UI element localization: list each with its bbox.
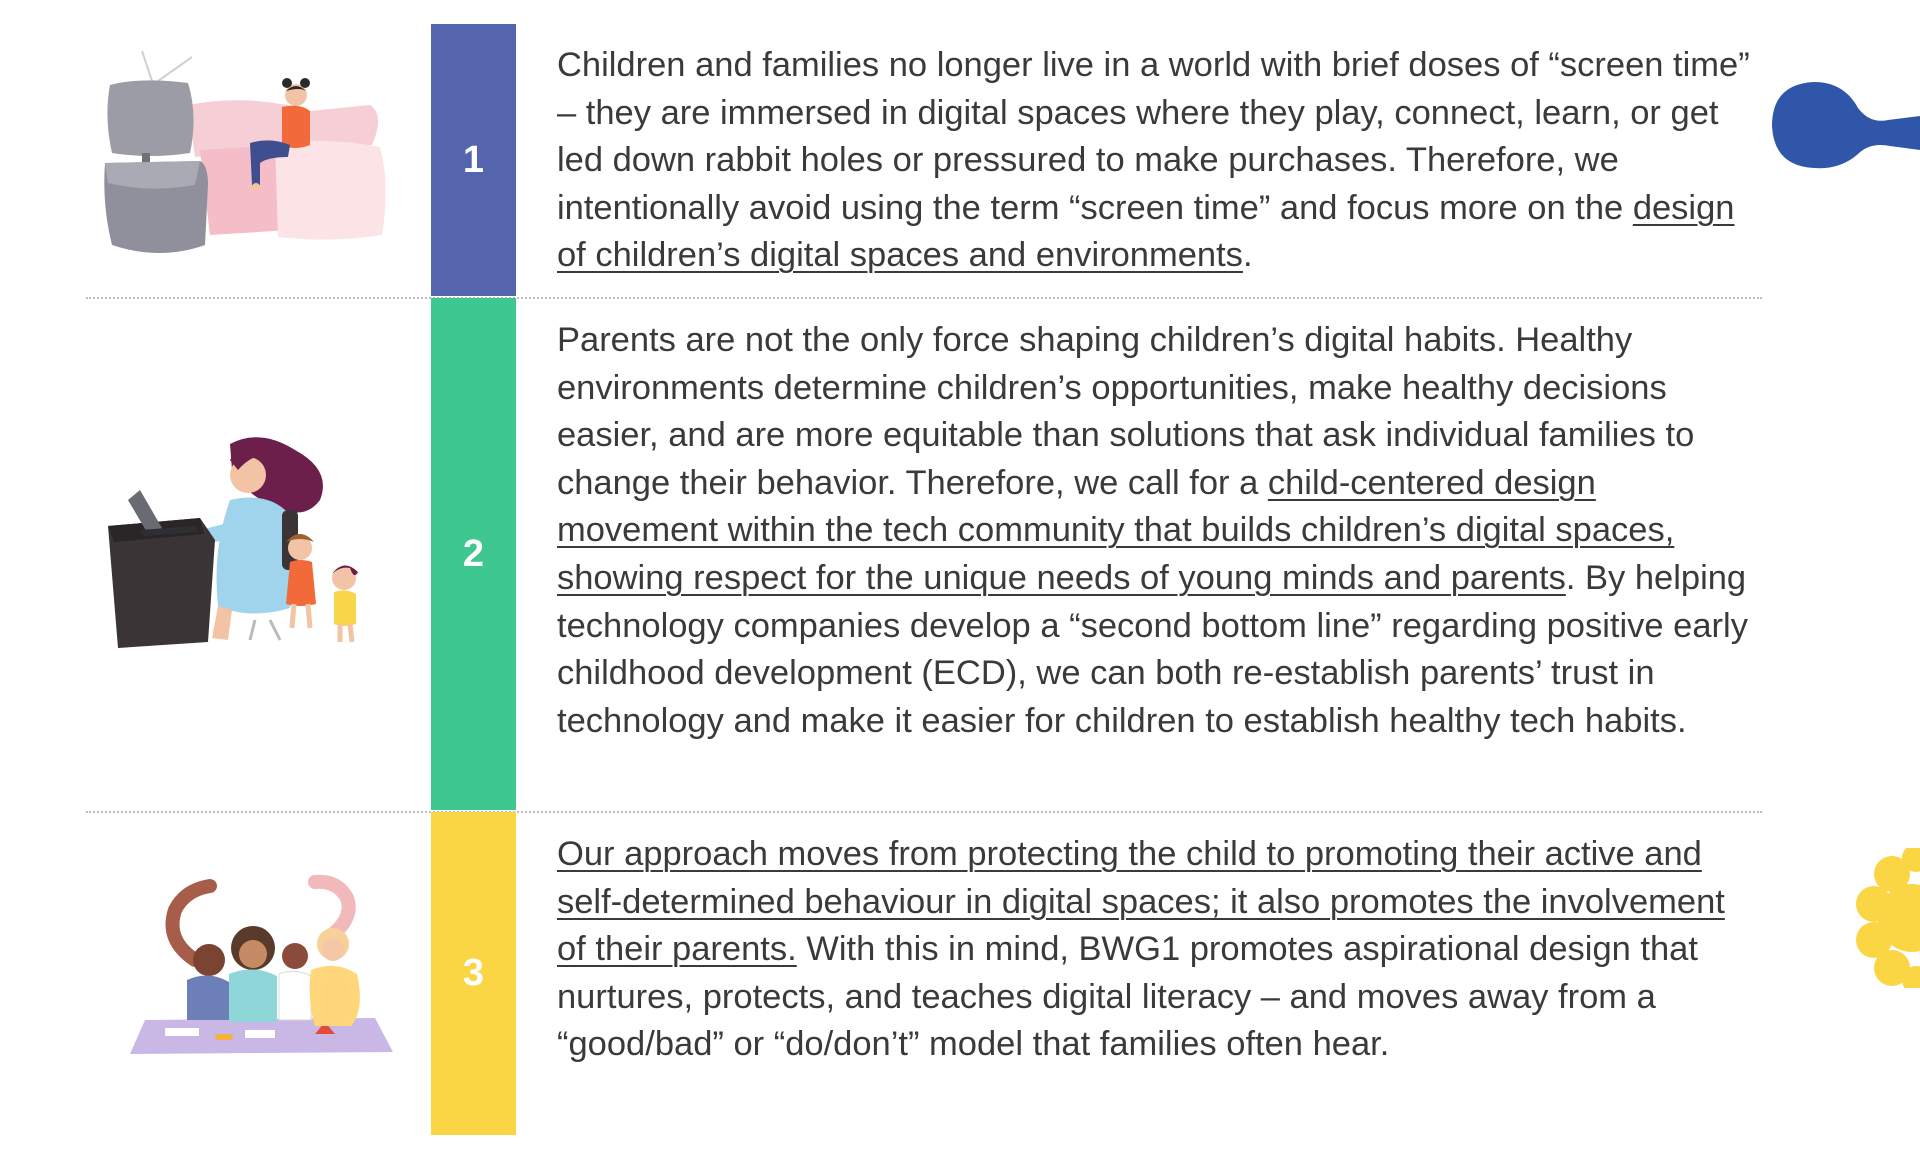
- paragraph-text: With this in mind, BWG1 promotes aspirational design that nurtures, protects, and teaches digital literacy – and moves away from a “good/bad” or “do/don’t” model that families often hear.: [557, 930, 1698, 1064]
- paragraph-1: [557, 42, 1757, 280]
- underlined-link-3[interactable]: Our approach moves from protecting the child to promoting their active and self-determined behaviour in digital spaces; it also promotes the involvement of their parents.: [557, 835, 1725, 969]
- step-number-label: 2: [462, 532, 485, 575]
- paragraph-text: .: [1242, 236, 1253, 275]
- row-divider: [86, 811, 1762, 813]
- paragraph-text: . By helping technology companies develop a “second bottom line” regarding positive early childhood development (ECD), we can both re-establish parents’ trust in technology and make it easier for children to establish healthy tech habits.: [557, 558, 1748, 740]
- underlined-link-1[interactable]: design of children’s digital spaces and environments: [557, 188, 1735, 275]
- paragraph-2: [557, 317, 1757, 745]
- yellow-flower-decoration: [1852, 848, 1920, 988]
- underlined-link-2[interactable]: child-centered design movement within the tech community that builds children’s digital spaces, showing respect for the unique needs of young minds and parents: [557, 463, 1675, 597]
- child-on-couch-illustration: [100, 45, 400, 275]
- step-number-1: [431, 24, 516, 296]
- children-playing-illustration: [125, 870, 395, 1060]
- paragraph-text: Parents are not the only force shaping children’s digital habits. Healthy environments determine children’s opportunities, make healthy decisions easier, and are more equitable than solutions that ask individual families to change their behavior. Therefore, we call for a: [557, 321, 1695, 502]
- step-number-2: [431, 298, 516, 810]
- row-divider: [86, 297, 1762, 299]
- step-number-label: 1: [462, 138, 485, 181]
- paragraph-3: [557, 831, 1757, 1069]
- blue-blob-decoration: [1770, 80, 1920, 170]
- paragraph-text: Children and families no longer live in a world with brief doses of “screen time” – they are immersed in digital spaces where they play, connect, learn, or get led down rabbit holes or pressured to make purchases. Therefore, we intentionally avoid using the term “screen time” and focus more on the: [557, 46, 1750, 227]
- parent-at-laptop-illustration: [100, 430, 370, 660]
- step-number-3: [431, 812, 516, 1135]
- step-number-label: 3: [462, 952, 485, 994]
